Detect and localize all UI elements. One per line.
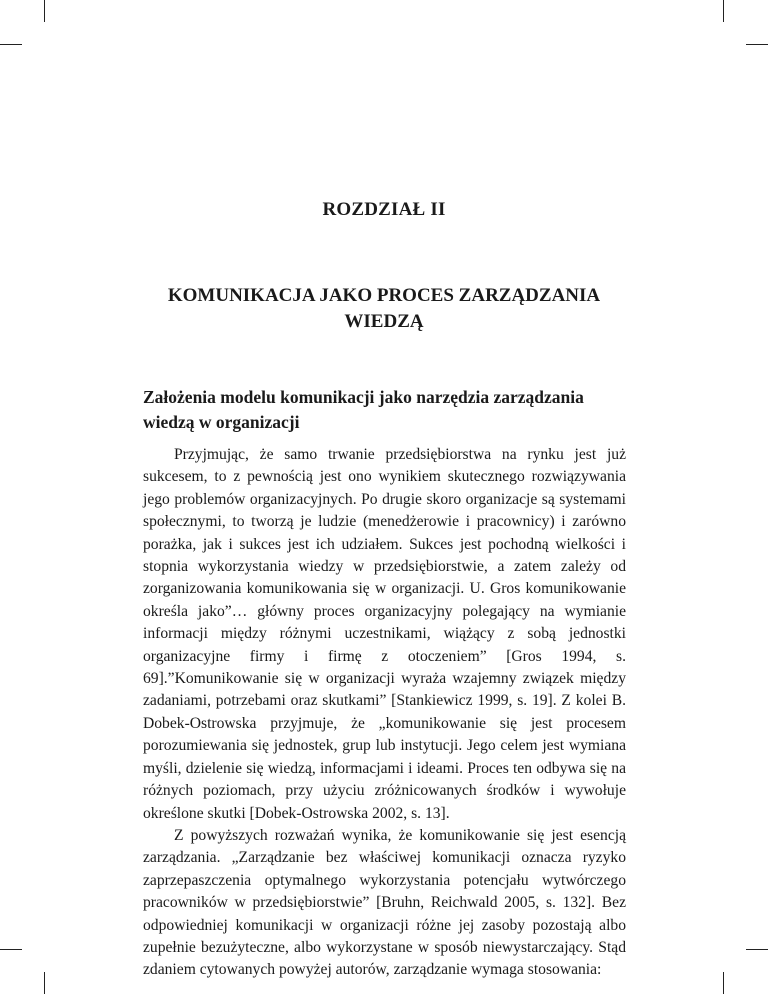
crop-mark-top-left <box>44 0 45 22</box>
chapter-label: ROZDZIAŁ II <box>322 199 446 220</box>
chapter-title-line-1: KOMUNIKACJA JAKO PROCES ZARZĄDZANIA <box>167 285 601 306</box>
crop-mark-bottom-right <box>723 972 724 994</box>
body-text <box>143 444 626 982</box>
crop-mark-bottom-left-h <box>0 949 22 950</box>
chapter-title-line-2: WIEDZĄ <box>344 311 424 332</box>
paragraph: Przyjmując, że samo trwanie przedsiębiorstwa na rynku jest już sukcesem, to z pewnością jest ono wynikiem skutecznego rozwiązywania jego problemów organizacyjnych. Po drugie skoro organizacje są systemami społecznymi, to tworzą je ludzie (menedżerowie i pracownicy) i zarówno porażka, jak i sukces jest ich udziałem. Sukces jest pochodną wielkości i stopnia wykorzystania wiedzy w przedsiębiorstwie, a zatem zależy od zorganizowania komunikowania się w organizacji. U. Gros komunikowanie określa jako”… główny proces organizacyjny polegający na wymianie informacji między różnymi uczestnikami, wiążący z sobą jednostki organizacyjne firmy i firmę z otoczeniem” [Gros 1994, s. 69].”Komunikowanie się w organizacji wyraża wzajemny związek między zadaniami, potrzebami oraz skutkami” [Stankiewicz 1999, s. 19]. Z kolei B. Dobek-Ostrowska przyjmuje, że „komunikowanie się jest procesem porozumiewania się jednostek, grup lub instytucji. Jego celem jest wymiana myśli, dzielenie się wiedzą, informacjami i ideami. Proces ten odbywa się na różnych poziomach, przy użyciu zróżnicowanych środków i wywołuje określone skutki [Dobek-Ostrowska 2002, s. 13]. <box>143 446 626 822</box>
section-heading-line-1: Założenia modelu komunikacji jako narzędzia zarządzania <box>143 387 584 407</box>
crop-mark-top-left-h <box>0 44 22 45</box>
crop-mark-top-right <box>723 0 724 22</box>
crop-mark-bottom-left <box>44 972 45 994</box>
chapter-title <box>110 283 658 335</box>
section-heading-line-2: wiedzą w organizacji <box>143 412 300 432</box>
crop-mark-bottom-right-h <box>746 949 768 950</box>
section-heading <box>143 385 643 435</box>
paragraph: Z powyższych rozważań wynika, że komunikowanie się jest esencją zarządzania. „Zarządzanie bez właściwej komunikacji oznacza ryzyko zaprzepaszczenia optymalnego wykorzystania potencjału wytwórczego pracowników w przedsiębiorstwie” [Bruhn, Reichwald 2005, s. 132]. Bez odpowiedniej komunikacji w organizacji różne jej zasoby pozostają albo zupełnie bezużyteczne, albo wykorzystane w sposób niewystarczający. Stąd zdaniem cytowanych powyżej autorów, zarządzanie wymaga stosowania: <box>143 826 626 979</box>
crop-mark-top-right-h <box>746 44 768 45</box>
